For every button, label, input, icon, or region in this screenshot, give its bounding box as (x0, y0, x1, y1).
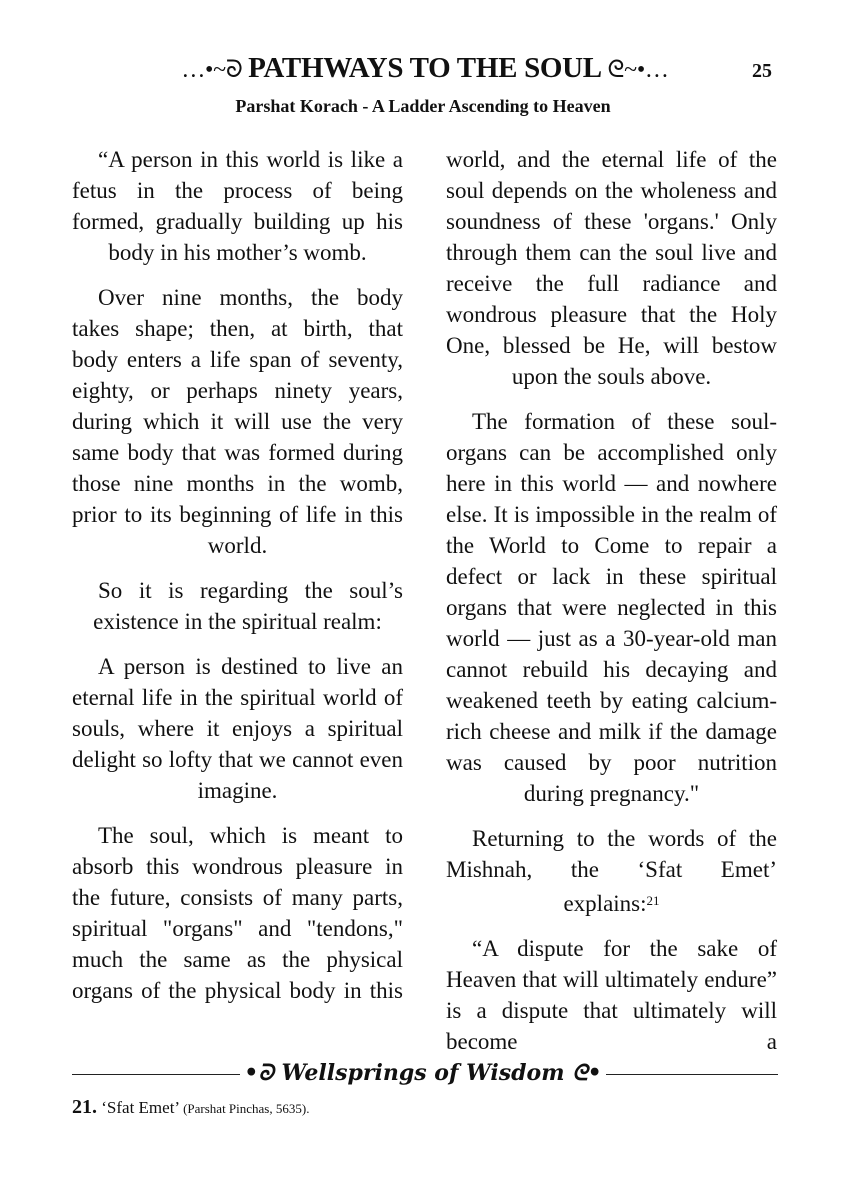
footnote-source: ‘Sfat Emet’ (101, 1098, 179, 1117)
book-title (130, 52, 720, 85)
paragraph: “A dispute for the sake of Heaven that will ultimately endure” is a dispute that ultimately will become a (446, 936, 777, 1054)
paragraph: A person is destined to live an eternal life in the spiritual world of souls, where it enjoys a spiritual delight so lofty that we cannot even imagine. (72, 654, 403, 803)
footnote-number: 21. (72, 1096, 97, 1118)
paragraph-text: Returning to the words of the Mishnah, the ‘Sfat Emet’ explains: (446, 826, 777, 916)
paragraph (446, 823, 777, 919)
ornament-right-icon: ᘓ~•… (601, 57, 669, 83)
paragraph: world, and the eternal life of the soul depends on the wholeness and soundness of these 'organs.' Only through them can the soul live and receive the full radiance and wondrous pleasure that the Holy One, blessed be He, will bestow upon the souls above. (446, 147, 777, 389)
footer-banner (0, 1060, 846, 1086)
footnote-detail: (Parshat Pinchas, 5635). (183, 1101, 310, 1116)
footer-banner-text: Wellsprings of Wisdom (281, 1060, 565, 1086)
paragraph: The soul, which is meant to absorb this wondrous pleasure in the future, consists of many parts, spiritual "organs" and "tendons," much the same as the physical organs of the physical body in this (72, 823, 403, 1003)
footnote (72, 1096, 309, 1119)
ornament-left-icon: …•~ᘐ (181, 57, 249, 83)
chapter-subtitle: Parshat Korach - A Ladder Ascending to Heaven (235, 96, 611, 116)
paragraph: The formation of these soul-organs can be accomplished only here in this world — and nowhere else. It is impossible in the realm of the World to Come to repair a defect or lack in these spiritual organs that were neglected in this world — just as a 30-year-old man cannot rebuild his decaying and weakened teeth by eating calcium-rich cheese and milk if the damage was caused by poor nutrition during pregnancy." (446, 409, 777, 806)
paragraph: Over nine months, the body takes shape; then, at birth, that body enters a life span of seventy, eighty, or perhaps ninety years, during which it will use the very same body that was formed during those nine months in the womb, prior to its beginning of life in this world. (72, 285, 403, 558)
paragraph: “A person in this world is like a fetus in the process of being formed, gradually building up his body in his mother’s womb. (72, 147, 403, 265)
left-column (72, 144, 403, 1020)
page-number: 25 (752, 60, 772, 82)
ornament-left-icon: •ᘐ (244, 1060, 282, 1086)
book-title-text: PATHWAYS TO THE SOUL (248, 52, 602, 84)
footnote-reference[interactable]: 21 (646, 893, 660, 908)
paragraph: So it is regarding the soul’s existence in the spiritual realm: (93, 578, 403, 634)
right-column (446, 144, 777, 1071)
ornament-right-icon: ᘓ• (564, 1060, 602, 1086)
